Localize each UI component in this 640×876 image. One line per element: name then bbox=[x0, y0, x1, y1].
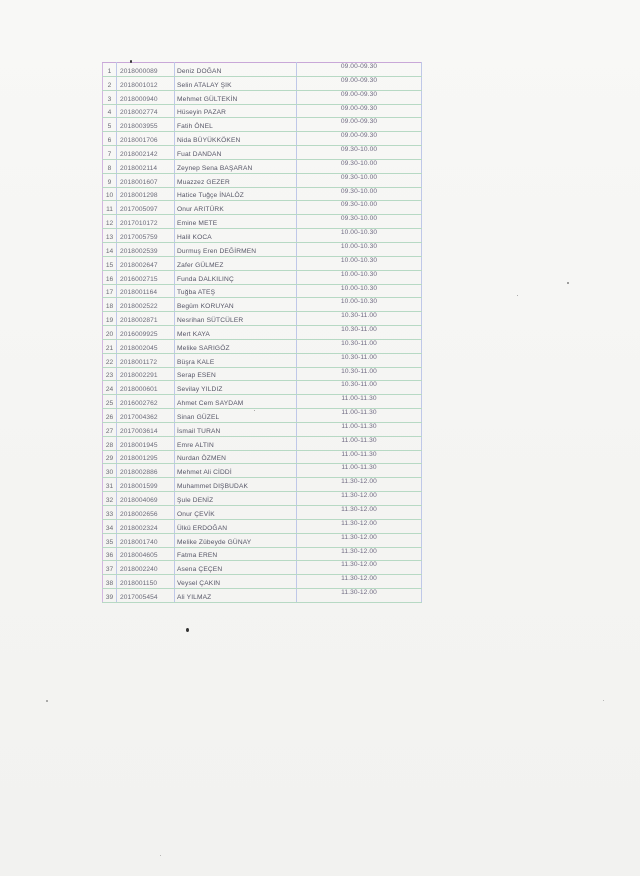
table-row bbox=[103, 464, 422, 478]
student-name: Fuat DANDAN bbox=[175, 146, 297, 160]
student-name: Mehmet Ali CİDDİ bbox=[175, 464, 297, 478]
student-name: İsmail TURAN bbox=[175, 422, 297, 436]
scan-speck bbox=[603, 700, 604, 701]
time-slot: 11.30-12.00 bbox=[297, 478, 422, 492]
row-number: 30 bbox=[103, 464, 117, 478]
student-id: 2018001740 bbox=[117, 533, 175, 547]
student-id: 2018002114 bbox=[117, 159, 175, 173]
row-number: 39 bbox=[103, 589, 117, 603]
student-id: 2017005454 bbox=[117, 589, 175, 603]
scan-speck bbox=[160, 855, 161, 856]
student-id: 2018000089 bbox=[117, 63, 175, 77]
scan-speck bbox=[567, 282, 569, 284]
table-row bbox=[103, 367, 422, 381]
table-row bbox=[103, 326, 422, 340]
student-id: 2018001298 bbox=[117, 187, 175, 201]
student-id: 2017005759 bbox=[117, 229, 175, 243]
student-id: 2018002045 bbox=[117, 339, 175, 353]
student-name: Muazzez GEZER bbox=[175, 173, 297, 187]
table-row bbox=[103, 298, 422, 312]
time-slot: 10.30-11.00 bbox=[297, 381, 422, 395]
row-number: 24 bbox=[103, 381, 117, 395]
time-slot: 11.30-12.00 bbox=[297, 492, 422, 506]
student-id: 2018002886 bbox=[117, 464, 175, 478]
student-name: Şule DENİZ bbox=[175, 492, 297, 506]
time-slot: 09.30-10.00 bbox=[297, 201, 422, 215]
table-row bbox=[103, 353, 422, 367]
row-number: 33 bbox=[103, 506, 117, 520]
time-slot: 11.00-11.30 bbox=[297, 436, 422, 450]
table-row bbox=[103, 589, 422, 603]
student-name: Nurdan ÖZMEN bbox=[175, 450, 297, 464]
time-slot: 10.00-10.30 bbox=[297, 270, 422, 284]
time-slot: 09.00-09.30 bbox=[297, 132, 422, 146]
table-row bbox=[103, 284, 422, 298]
row-number: 4 bbox=[103, 104, 117, 118]
student-name: Muhammet DIŞBUDAK bbox=[175, 478, 297, 492]
student-name: Zeynep Sena BAŞARAN bbox=[175, 159, 297, 173]
row-number: 25 bbox=[103, 395, 117, 409]
student-name: Onur ÇEVİK bbox=[175, 506, 297, 520]
time-slot: 10.30-11.00 bbox=[297, 339, 422, 353]
table-row bbox=[103, 422, 422, 436]
row-number: 7 bbox=[103, 146, 117, 160]
table-row bbox=[103, 229, 422, 243]
schedule-table bbox=[102, 62, 422, 603]
row-number: 23 bbox=[103, 367, 117, 381]
table-row bbox=[103, 63, 422, 77]
schedule-table-body bbox=[103, 63, 422, 603]
student-id: 2018001150 bbox=[117, 575, 175, 589]
time-slot: 11.30-12.00 bbox=[297, 506, 422, 520]
student-name: Sevilay YILDIZ bbox=[175, 381, 297, 395]
time-slot: 11.00-11.30 bbox=[297, 422, 422, 436]
student-id: 2016002715 bbox=[117, 270, 175, 284]
student-id: 2018002522 bbox=[117, 298, 175, 312]
student-name: Fatih ÖNEL bbox=[175, 118, 297, 132]
student-id: 2018002774 bbox=[117, 104, 175, 118]
scan-speck bbox=[517, 295, 518, 296]
table-row bbox=[103, 187, 422, 201]
time-slot: 10.00-10.30 bbox=[297, 256, 422, 270]
student-name: Nida BÜYÜKKÖKEN bbox=[175, 132, 297, 146]
row-number: 10 bbox=[103, 187, 117, 201]
student-name: Zafer GÜLMEZ bbox=[175, 256, 297, 270]
student-id: 2018003955 bbox=[117, 118, 175, 132]
row-number: 22 bbox=[103, 353, 117, 367]
table-row bbox=[103, 478, 422, 492]
time-slot: 11.30-12.00 bbox=[297, 575, 422, 589]
row-number: 12 bbox=[103, 215, 117, 229]
time-slot: 11.00-11.30 bbox=[297, 450, 422, 464]
student-id: 2017003614 bbox=[117, 422, 175, 436]
student-id: 2018002647 bbox=[117, 256, 175, 270]
table-row bbox=[103, 519, 422, 533]
student-name: Durmuş Eren DEĞİRMEN bbox=[175, 242, 297, 256]
table-row bbox=[103, 118, 422, 132]
table-row bbox=[103, 339, 422, 353]
table-row bbox=[103, 215, 422, 229]
student-name: Funda DALKILINÇ bbox=[175, 270, 297, 284]
row-number: 20 bbox=[103, 326, 117, 340]
row-number: 36 bbox=[103, 547, 117, 561]
student-id: 2017004362 bbox=[117, 409, 175, 423]
student-name: Serap ESEN bbox=[175, 367, 297, 381]
student-name: Veysel ÇAKIN bbox=[175, 575, 297, 589]
student-name: Ali YILMAZ bbox=[175, 589, 297, 603]
table-row bbox=[103, 90, 422, 104]
row-number: 37 bbox=[103, 561, 117, 575]
table-row bbox=[103, 506, 422, 520]
row-number: 17 bbox=[103, 284, 117, 298]
time-slot: 09.00-09.30 bbox=[297, 104, 422, 118]
row-number: 11 bbox=[103, 201, 117, 215]
time-slot: 09.00-09.30 bbox=[297, 76, 422, 90]
student-id: 2018002656 bbox=[117, 506, 175, 520]
time-slot: 10.30-11.00 bbox=[297, 367, 422, 381]
student-name: Onur ARITÜRK bbox=[175, 201, 297, 215]
time-slot: 10.00-10.30 bbox=[297, 298, 422, 312]
student-name: Hatice Tuğçe İNALÖZ bbox=[175, 187, 297, 201]
row-number: 6 bbox=[103, 132, 117, 146]
student-id: 2018001012 bbox=[117, 76, 175, 90]
time-slot: 10.00-10.30 bbox=[297, 284, 422, 298]
table-row bbox=[103, 146, 422, 160]
table-row bbox=[103, 104, 422, 118]
student-id: 2017010172 bbox=[117, 215, 175, 229]
row-number: 27 bbox=[103, 422, 117, 436]
student-name: Ahmet Cem SAYDAM bbox=[175, 395, 297, 409]
row-number: 3 bbox=[103, 90, 117, 104]
student-id: 2018004605 bbox=[117, 547, 175, 561]
row-number: 31 bbox=[103, 478, 117, 492]
table-row bbox=[103, 159, 422, 173]
time-slot: 11.30-12.00 bbox=[297, 589, 422, 603]
row-number: 13 bbox=[103, 229, 117, 243]
table-row bbox=[103, 242, 422, 256]
student-id: 2018002539 bbox=[117, 242, 175, 256]
time-slot: 11.30-12.00 bbox=[297, 533, 422, 547]
table-row bbox=[103, 312, 422, 326]
student-name: Tuğba ATEŞ bbox=[175, 284, 297, 298]
time-slot: 11.00-11.30 bbox=[297, 395, 422, 409]
table-row bbox=[103, 492, 422, 506]
student-name: Ülkü ERDOĞAN bbox=[175, 519, 297, 533]
scan-speck bbox=[130, 60, 132, 63]
table-row bbox=[103, 201, 422, 215]
time-slot: 10.00-10.30 bbox=[297, 242, 422, 256]
student-id: 2016009925 bbox=[117, 326, 175, 340]
table-row bbox=[103, 270, 422, 284]
table-row bbox=[103, 533, 422, 547]
student-id: 2018001164 bbox=[117, 284, 175, 298]
student-name: Halil KOCA bbox=[175, 229, 297, 243]
table-row bbox=[103, 561, 422, 575]
scan-speck bbox=[254, 410, 255, 411]
student-id: 2016002762 bbox=[117, 395, 175, 409]
student-id: 2018002871 bbox=[117, 312, 175, 326]
student-name: Melike SARIGÖZ bbox=[175, 339, 297, 353]
table-row bbox=[103, 256, 422, 270]
student-name: Büşra KALE bbox=[175, 353, 297, 367]
time-slot: 09.30-10.00 bbox=[297, 146, 422, 160]
row-number: 29 bbox=[103, 450, 117, 464]
table-row bbox=[103, 76, 422, 90]
table-row bbox=[103, 575, 422, 589]
student-id: 2017005097 bbox=[117, 201, 175, 215]
table-row bbox=[103, 450, 422, 464]
time-slot: 09.00-09.30 bbox=[297, 118, 422, 132]
time-slot: 10.30-11.00 bbox=[297, 312, 422, 326]
student-id: 2018000940 bbox=[117, 90, 175, 104]
student-name: Nesrihan SÜTCÜLER bbox=[175, 312, 297, 326]
time-slot: 10.30-11.00 bbox=[297, 353, 422, 367]
time-slot: 09.30-10.00 bbox=[297, 187, 422, 201]
student-id: 2018001607 bbox=[117, 173, 175, 187]
student-id: 2018002240 bbox=[117, 561, 175, 575]
student-name: Melike Zübeyde GÜNAY bbox=[175, 533, 297, 547]
time-slot: 09.00-09.30 bbox=[297, 63, 422, 77]
row-number: 1 bbox=[103, 63, 117, 77]
table-row bbox=[103, 436, 422, 450]
time-slot: 11.30-12.00 bbox=[297, 519, 422, 533]
row-number: 38 bbox=[103, 575, 117, 589]
row-number: 21 bbox=[103, 339, 117, 353]
table-row bbox=[103, 381, 422, 395]
student-name: Deniz DOĞAN bbox=[175, 63, 297, 77]
table-row bbox=[103, 132, 422, 146]
row-number: 14 bbox=[103, 242, 117, 256]
student-name: Asena ÇEÇEN bbox=[175, 561, 297, 575]
student-name: Mert KAYA bbox=[175, 326, 297, 340]
student-id: 2018001295 bbox=[117, 450, 175, 464]
time-slot: 09.30-10.00 bbox=[297, 215, 422, 229]
time-slot: 09.30-10.00 bbox=[297, 159, 422, 173]
scan-speck bbox=[46, 700, 48, 702]
scan-speck bbox=[186, 628, 189, 632]
student-id: 2018002324 bbox=[117, 519, 175, 533]
row-number: 2 bbox=[103, 76, 117, 90]
student-name: Fatma EREN bbox=[175, 547, 297, 561]
time-slot: 10.00-10.30 bbox=[297, 229, 422, 243]
table-row bbox=[103, 409, 422, 423]
student-id: 2018000601 bbox=[117, 381, 175, 395]
table-row bbox=[103, 547, 422, 561]
row-number: 32 bbox=[103, 492, 117, 506]
table-row bbox=[103, 395, 422, 409]
time-slot: 11.30-12.00 bbox=[297, 561, 422, 575]
student-id: 2018001172 bbox=[117, 353, 175, 367]
student-id: 2018002142 bbox=[117, 146, 175, 160]
student-name: Mehmet GÜLTEKİN bbox=[175, 90, 297, 104]
time-slot: 11.00-11.30 bbox=[297, 409, 422, 423]
row-number: 19 bbox=[103, 312, 117, 326]
student-name: Begüm KORUYAN bbox=[175, 298, 297, 312]
row-number: 9 bbox=[103, 173, 117, 187]
time-slot: 10.30-11.00 bbox=[297, 326, 422, 340]
row-number: 16 bbox=[103, 270, 117, 284]
student-name: Sinan GÜZEL bbox=[175, 409, 297, 423]
time-slot: 11.00-11.30 bbox=[297, 464, 422, 478]
row-number: 28 bbox=[103, 436, 117, 450]
time-slot: 11.30-12.00 bbox=[297, 547, 422, 561]
row-number: 18 bbox=[103, 298, 117, 312]
student-name: Hüseyin PAZAR bbox=[175, 104, 297, 118]
row-number: 15 bbox=[103, 256, 117, 270]
student-id: 2018001599 bbox=[117, 478, 175, 492]
row-number: 5 bbox=[103, 118, 117, 132]
student-name: Emre ALTIN bbox=[175, 436, 297, 450]
row-number: 35 bbox=[103, 533, 117, 547]
student-id: 2018004069 bbox=[117, 492, 175, 506]
table-row bbox=[103, 173, 422, 187]
time-slot: 09.30-10.00 bbox=[297, 173, 422, 187]
student-id: 2018001945 bbox=[117, 436, 175, 450]
student-name: Selin ATALAY ŞIK bbox=[175, 76, 297, 90]
student-name: Emine METE bbox=[175, 215, 297, 229]
row-number: 26 bbox=[103, 409, 117, 423]
student-id: 2018001706 bbox=[117, 132, 175, 146]
row-number: 8 bbox=[103, 159, 117, 173]
row-number: 34 bbox=[103, 519, 117, 533]
student-id: 2018002291 bbox=[117, 367, 175, 381]
time-slot: 09.00-09.30 bbox=[297, 90, 422, 104]
